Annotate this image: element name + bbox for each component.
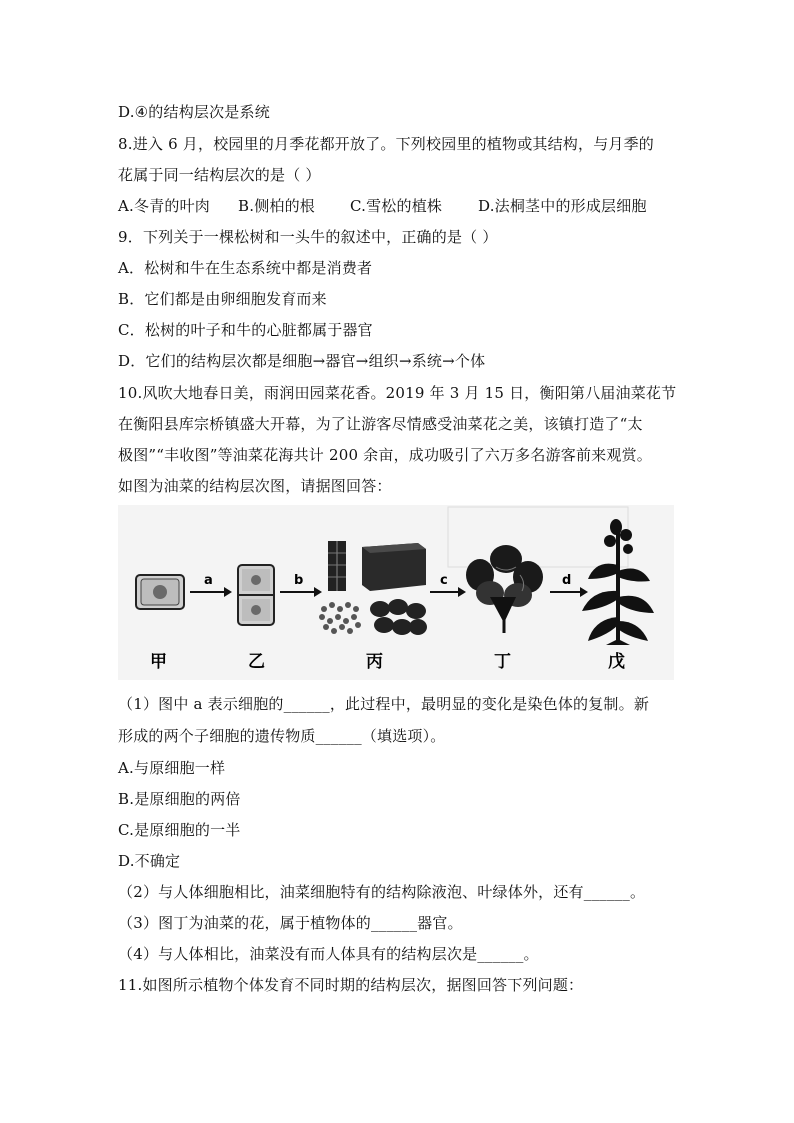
q9-option-a: A．松树和牛在生态系统中都是消费者 — [118, 259, 373, 277]
q8-option-a: A.冬青的叶肉 — [118, 197, 211, 215]
flower-ding-icon — [466, 545, 543, 633]
arrow-label-a: a — [204, 573, 213, 588]
question-8-stem-cont: 花属于同一结构层次的是（ ） — [118, 166, 321, 184]
q10-part-3: （3）图丁为油菜的花，属于植物体的______器官。 — [118, 914, 463, 932]
label-jia: 甲 — [150, 652, 167, 672]
cell-yi-icon — [238, 565, 274, 625]
q10-option-c: C.是原细胞的一半 — [118, 821, 241, 839]
question-9-stem: 9．下列关于一棵松树和一头牛的叙述中，正确的是（ ） — [118, 228, 498, 246]
q10-part-1-cont: 形成的两个子细胞的遗传物质______（填选项）。 — [118, 727, 446, 745]
q8-option-c: C.雪松的植株 — [350, 197, 443, 215]
cell-jia-icon — [136, 575, 184, 609]
q10-part-2: （2）与人体细胞相比，油菜细胞特有的结构除液泡、叶绿体外，还有______。 — [118, 883, 646, 901]
tissues-bing-icon — [319, 541, 427, 635]
q8-option-b: B.侧柏的根 — [238, 197, 315, 215]
label-wu: 戊 — [608, 652, 625, 672]
arrow-a-icon — [190, 587, 232, 597]
arrow-b-icon — [280, 587, 322, 597]
q10-part-1: （1）图中 a 表示细胞的______，此过程中，最明显的变化是染色体的复制。新 — [118, 695, 650, 713]
label-yi: 乙 — [248, 652, 265, 672]
arrow-d-icon — [550, 587, 588, 597]
arrow-c-icon — [430, 587, 466, 597]
question-10-stem-4: 如图为油菜的结构层次图，请据图回答： — [118, 477, 392, 495]
figure-svg — [118, 505, 674, 680]
q10-option-a: A.与原细胞一样 — [118, 759, 226, 777]
q9-option-c: C．松树的叶子和牛的心脏都属于器官 — [118, 321, 373, 339]
question-8-options — [118, 196, 647, 216]
q10-part-4: （4）与人体相比，油菜没有而人体具有的结构层次是______。 — [118, 945, 539, 963]
arrow-label-c: c — [440, 573, 448, 588]
q9-option-d: D．它们的结构层次都是细胞→器官→组织→系统→个体 — [118, 352, 486, 370]
rapeseed-structure-figure — [118, 505, 674, 680]
plant-wu-icon — [582, 519, 654, 645]
q9-option-b: B．它们都是由卵细胞发育而来 — [118, 290, 327, 308]
question-10-stem-2: 在衡阳县库宗桥镇盛大开幕，为了让游客尽情感受油菜花之美，该镇打造了“太 — [118, 415, 643, 433]
option-d-q7: D.④的结构层次是系统 — [118, 103, 270, 121]
question-10-stem-3: 极图”“丰收图”等油菜花海共计 200 余亩，成功吸引了六万多名游客前来观赏。 — [118, 446, 652, 464]
q8-option-d: D.法桐茎中的形成层细胞 — [478, 197, 647, 215]
question-11-stem: 11.如图所示植物个体发育不同时期的结构层次，据图回答下列问题： — [118, 976, 584, 994]
q10-option-d: D.不确定 — [118, 852, 181, 870]
arrow-label-d: d — [562, 573, 572, 588]
label-bing: 丙 — [366, 652, 383, 672]
question-8-stem: 8.进入 6 月，校园里的月季花都开放了。下列校园里的植物或其结构，与月季的 — [118, 135, 654, 153]
arrow-label-b: b — [294, 573, 304, 588]
question-10-stem: 10.风吹大地春日美，雨润田园菜花香。2019 年 3 月 15 日，衡阳第八届油菜花节 — [118, 384, 677, 402]
q10-option-b: B.是原细胞的两倍 — [118, 790, 241, 808]
label-ding: 丁 — [494, 652, 511, 672]
